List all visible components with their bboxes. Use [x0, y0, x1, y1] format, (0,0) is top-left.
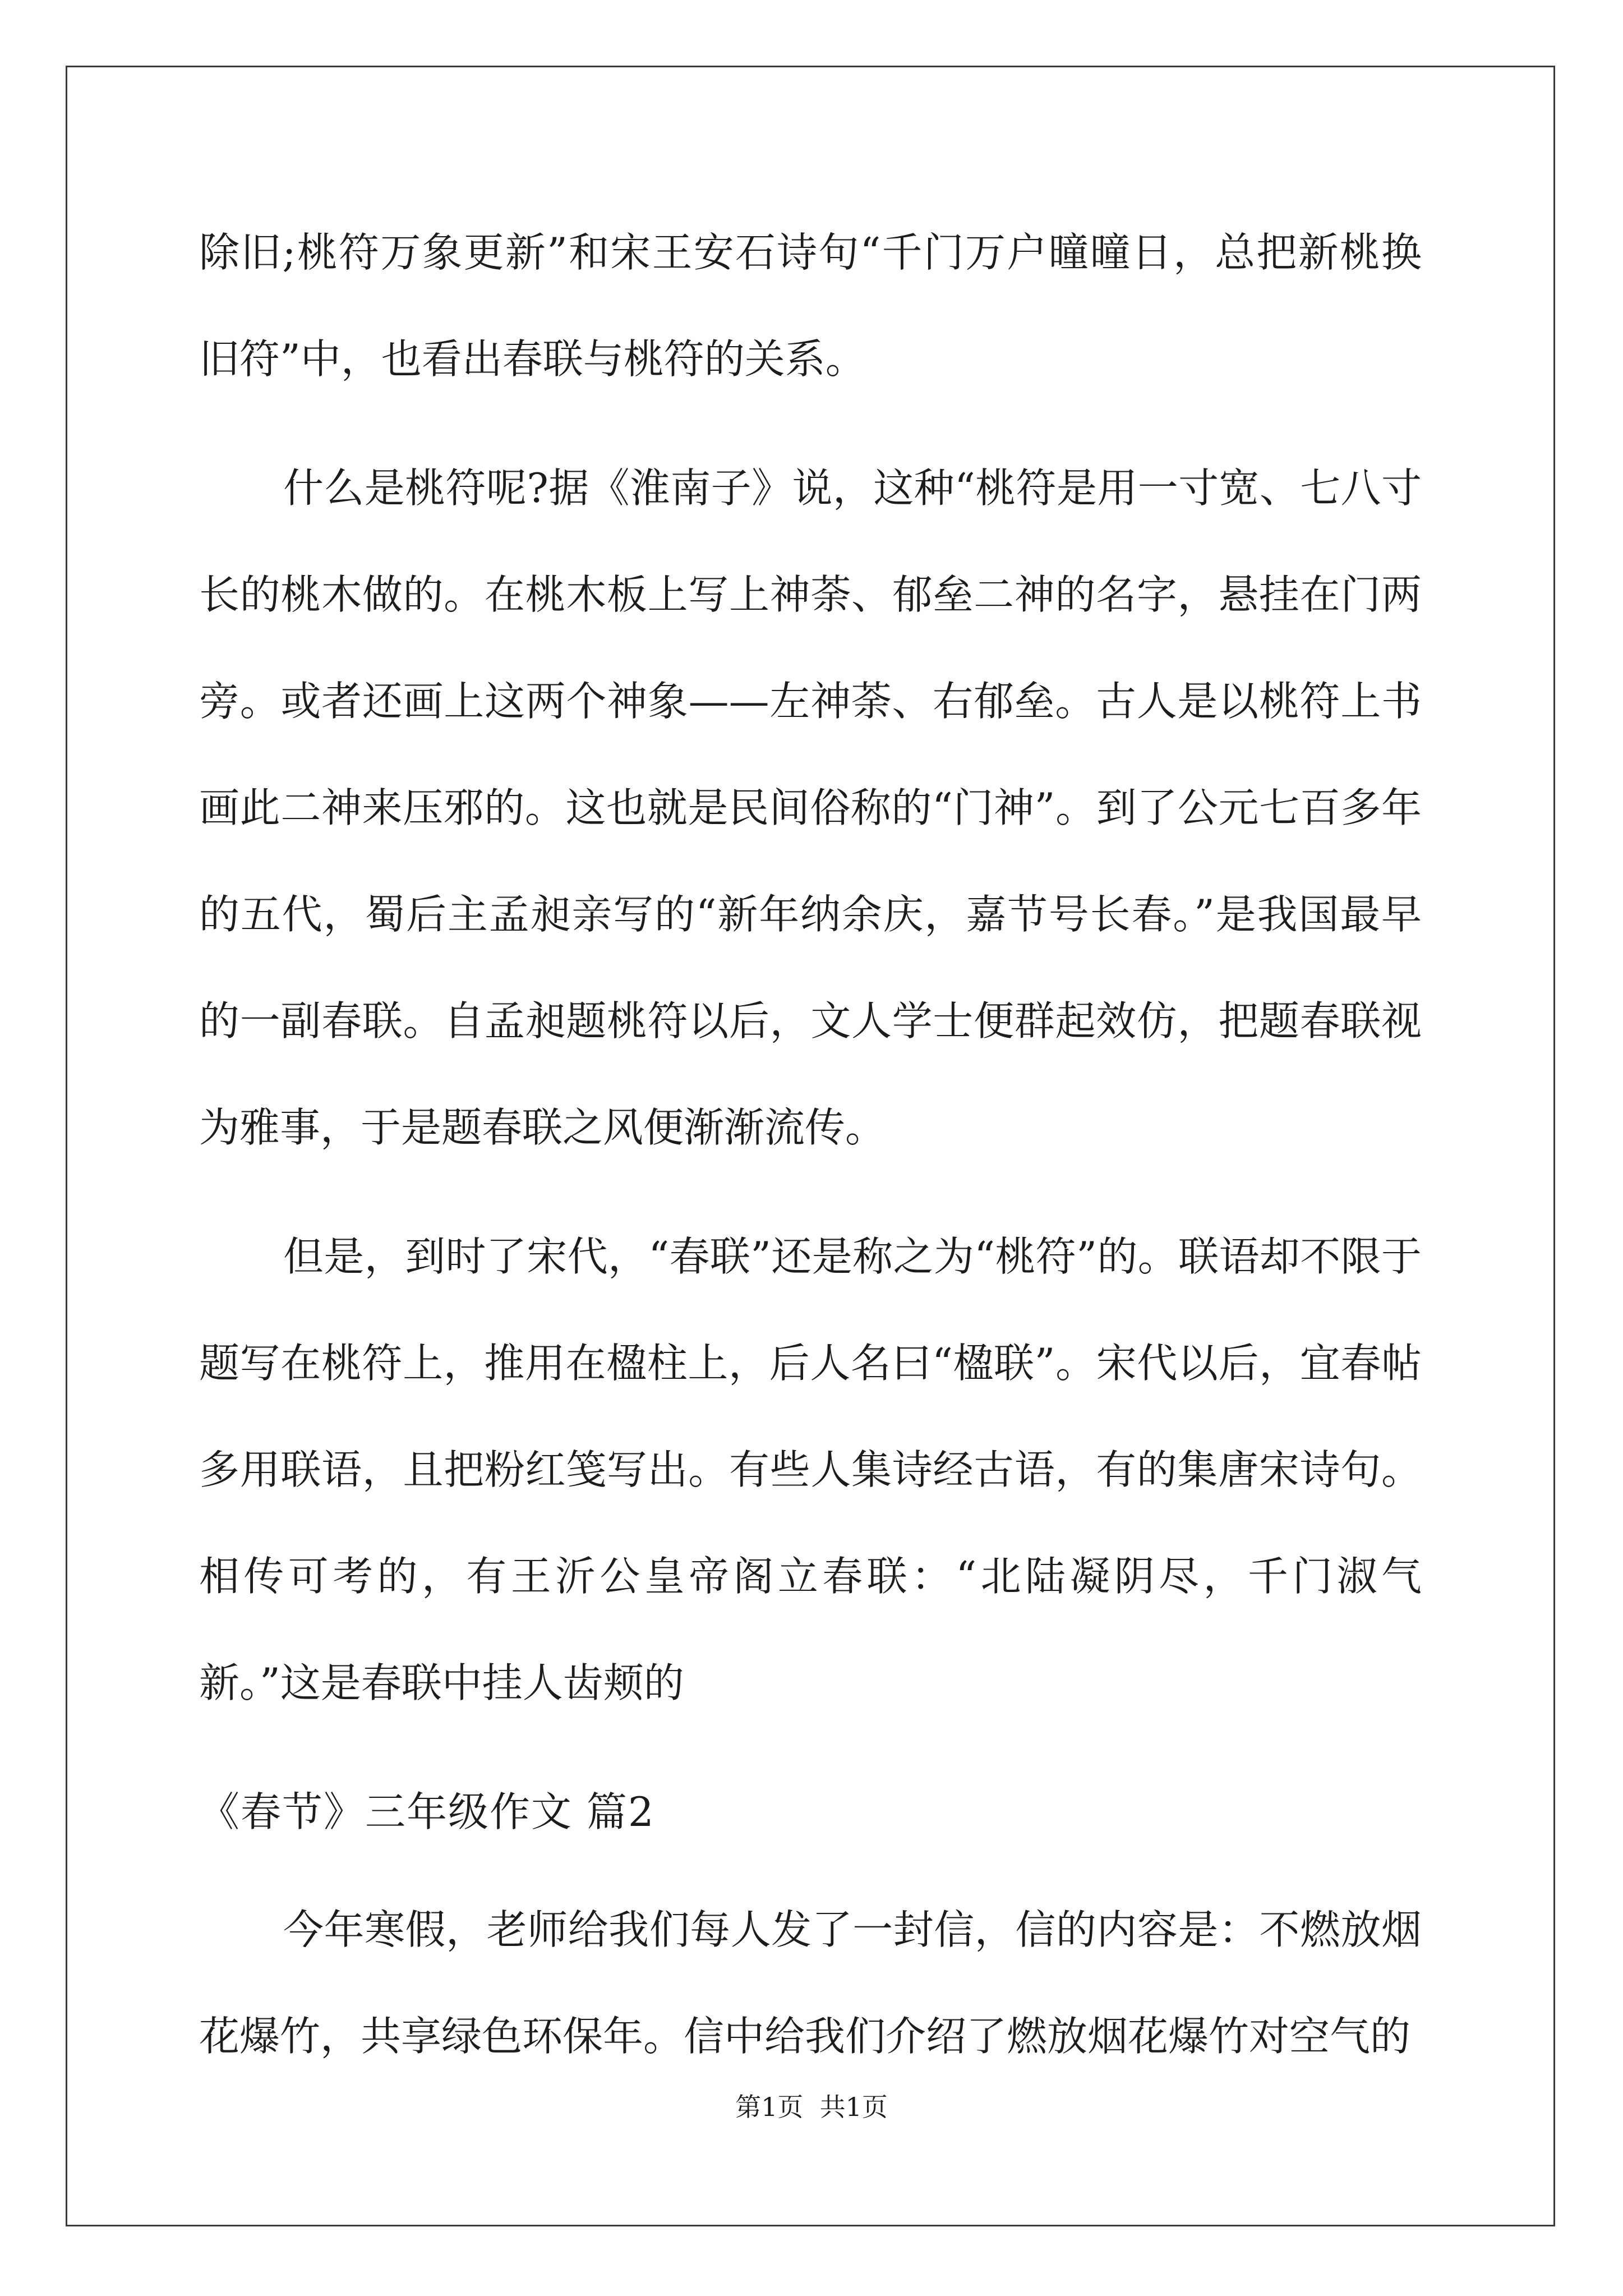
document-body [199, 199, 1422, 2112]
paragraph-3: 但是，到时了宋代，“春联”还是称之为“桃符”的。联语却不限于题写在桃符上，推用在楹柱上，后人名曰“楹联”。宋代以后，宜春帖多用联语，且把粉红笺写出。有些人集诗经古语，有的集唐宋诗句。相传可考的，有王沂公皇帝阁立春联：“北陆凝阴尽，千门淑气新。”这是春联中挂人齿颊的 [199, 1233, 1422, 1706]
paragraph-1: 除旧;桃符万象更新”和宋王安石诗句“千门万户曈曈日，总把新桃换旧符”中，也看出春联与桃符的关系。 [199, 229, 1422, 383]
page-number: 第1页 共1页 [735, 2092, 888, 2122]
paragraph-4: 今年寒假，老师给我们每人发了一封信，信的内容是：不燃放烟花爆竹，共享绿色环保年。信中给我们介绍了燃放烟花爆竹对空气的 [199, 1906, 1422, 2060]
section-heading: 《春节》三年级作文 篇2 [199, 1788, 655, 1835]
paragraph-2: 什么是桃符呢?据《淮南子》说，这种“桃符是用一寸宽、七八寸长的桃木做的。在桃木板上写上神荼、郁垒二神的名字，悬挂在门两旁。或者还画上这两个神象——左神荼、右郁垒。古人是以桃符上书画此二神来压邪的。这也就是民间俗称的“门神”。到了公元七百多年的五代，蜀后主孟昶亲写的“新年纳余庆，嘉节号长春。”是我国最早的一副春联。自孟昶题桃符以后，文人学士便群起效仿，把题春联视为雅事，于是题春联之风便渐渐流传。 [199, 464, 1422, 1151]
